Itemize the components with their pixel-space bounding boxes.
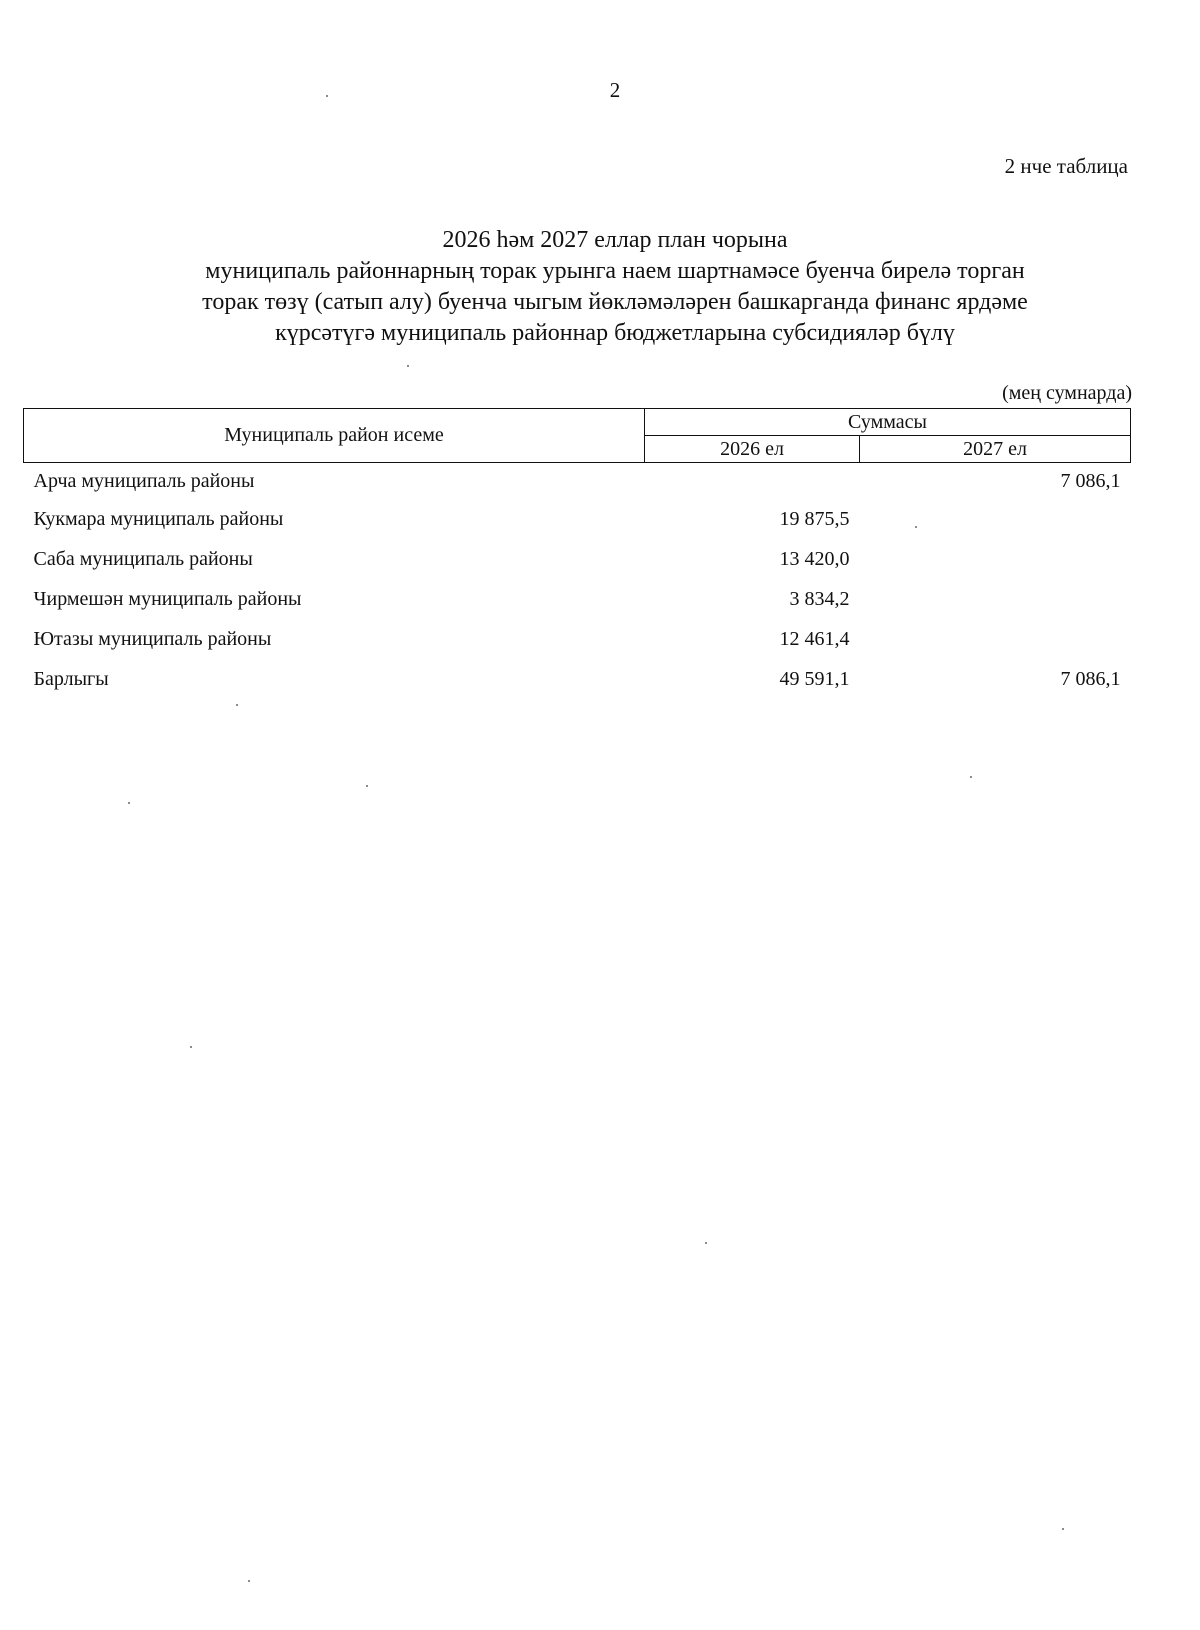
row-value-2026: 13 420,0 <box>779 547 850 570</box>
row-district-name: Кукмара муниципаль районы <box>33 507 284 530</box>
subsidy-table <box>23 408 1131 699</box>
title-line-1: 2026 һәм 2027 еллар план чорына <box>442 227 788 253</box>
scan-speck <box>1062 1528 1064 1530</box>
table-row <box>24 463 1131 500</box>
scan-speck <box>248 1580 250 1582</box>
total-label: Барлыгы <box>33 667 109 690</box>
row-district-name: Арча муниципаль районы <box>33 469 255 492</box>
row-district-name: Чирмешән муниципаль районы <box>33 587 302 610</box>
row-value-2027 <box>860 579 1131 619</box>
scan-speck <box>366 785 368 787</box>
table-row <box>24 499 1131 539</box>
row-value-2026: 19 875,5 <box>779 507 850 530</box>
header-year-2026: 2026 ел <box>645 436 860 463</box>
total-value-2026: 49 591,1 <box>779 667 850 690</box>
row-district-name: Ютазы муниципаль районы <box>33 627 272 650</box>
total-value-2027: 7 086,1 <box>1060 667 1121 690</box>
scan-speck <box>407 365 409 367</box>
header-year-2027: 2027 ел <box>860 436 1131 463</box>
table-total-row <box>24 659 1131 699</box>
table-row <box>24 579 1131 619</box>
table-label: 2 нче таблица <box>1004 154 1128 178</box>
title-line-2: муниципаль районнарның торак урынга наем шартнамәсе буенча бирелә торган <box>205 258 1025 284</box>
scan-speck <box>190 1046 192 1048</box>
document-title <box>60 225 1170 349</box>
scan-speck <box>705 1242 707 1244</box>
units-note: (мең сумнарда) <box>1002 382 1132 404</box>
scan-speck <box>128 802 130 804</box>
header-sum-group: Суммасы <box>645 409 1131 436</box>
header-district-name: Муниципаль район исеме <box>24 409 645 463</box>
row-value-2027 <box>860 539 1131 579</box>
title-line-3: торак төзү (сатып алу) буенча чыгым йөкләмәләрен башкарганда финанс ярдәме <box>202 289 1028 315</box>
title-line-4: күрсәтүгә муниципаль районнар бюджетларына субсидияләр бүлү <box>275 320 955 346</box>
table-row <box>24 619 1131 659</box>
row-value-2026: 12 461,4 <box>779 627 850 650</box>
row-value-2026 <box>645 463 860 500</box>
row-value-2027 <box>860 619 1131 659</box>
scan-speck <box>970 776 972 778</box>
row-value-2027: 7 086,1 <box>1060 469 1121 492</box>
scan-speck <box>236 704 238 706</box>
page-number: 2 <box>609 78 621 102</box>
row-value-2027 <box>860 499 1131 539</box>
scan-speck <box>915 526 917 528</box>
row-district-name: Саба муниципаль районы <box>33 547 253 570</box>
row-value-2026: 3 834,2 <box>789 587 850 610</box>
table-row <box>24 539 1131 579</box>
scan-speck <box>326 95 328 97</box>
